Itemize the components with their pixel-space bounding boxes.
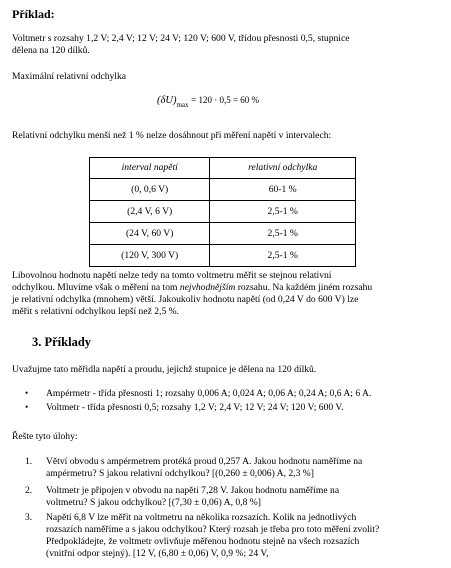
task-line: (vnitřní odpor stejný). [12 V, (6,80 ± 0,06) V, 0,9 %; 24 V, — [46, 548, 269, 559]
conclusion-line: měřit s relativní odchylkou lepší než 2,5 %. — [12, 306, 180, 317]
example-heading: Příklad: — [12, 7, 55, 21]
max-deviation-formula — [157, 94, 259, 107]
table-cell-interval: (2,4 V, 6 V) — [90, 201, 210, 223]
task-line: voltmetru? S jakou odchylkou? [(7,30 ± 0,06) A, 0,8 %] — [46, 497, 261, 508]
task-line: ampérmetru? S jakou relativní odchylkou? [(0,260 ± 0,006) A, 2,3 %] — [46, 468, 314, 479]
task-line: rozsazích naměříme a s jakou odchylkou? Který rozsah je třeba pro toto měření zvolit? — [46, 524, 380, 535]
table-cell-interval: (120 V, 300 V) — [90, 245, 210, 267]
table-header-deviation: relativní odchylka — [210, 158, 356, 179]
table-row — [90, 201, 356, 223]
task-text — [46, 456, 446, 480]
conclusion-text: odchylkou. Mluvíme však o měření na tom — [12, 282, 180, 293]
task-text — [46, 485, 446, 509]
conclusion-line: je relativní odchylka (mnohem) větší. Jakoukoliv hodnotu napětí (od 0,24 V do 600 V) lze — [12, 294, 359, 305]
max-deviation-label: Maximální relativní odchylka — [12, 71, 127, 82]
task-number: 1. — [25, 456, 33, 467]
example-paragraph-line: dělena na 120 dílků. — [12, 45, 90, 56]
conclusion-line — [12, 282, 372, 294]
task-line: Předpokládejte, že voltmetr ovlivňuje měřenou hodnotu stejně na všech rozsazích — [46, 536, 360, 547]
table-row — [90, 223, 356, 245]
section-intro: Uvažujme tato měřidla napětí a proudu, jejichž stupnice je dělena na 120 dílků. — [12, 364, 317, 375]
task-number: 2. — [25, 485, 33, 496]
table-cell-interval: (24 V, 60 V) — [90, 223, 210, 245]
bullet-icon: • — [25, 402, 29, 412]
list-item-text: Ampérmetr - třída přesnosti 1; rozsahy 0,006 A; 0,024 A; 0,06 A; 0,24 A; 0,6 A; 6 A. — [46, 388, 372, 399]
tasks-label: Řešte tyto úlohy: — [12, 431, 78, 442]
conclusion-text: rozsahu. Na každém jiném rozsahu — [235, 282, 373, 293]
task-number: 3. — [25, 512, 33, 523]
interval-table — [89, 157, 356, 267]
example-paragraph-line: Voltmetr s rozsahy 1,2 V; 2,4 V; 12 V; 24 V; 120 V; 600 V, třídou přesnosti 0,5, stupnice — [12, 33, 350, 44]
task-line: Voltmetr je připojen v obvodu na napětí 7,28 V. Jakou hodnotu naměříme na — [46, 485, 340, 496]
conclusion-emphasis: nejvhodnějším — [179, 282, 236, 293]
formula-rhs: = 120 · 0,5 = 60 % — [191, 95, 260, 105]
list-item-text: Voltmetr - třída přesnosti 0,5; rozsahy 1,2 V; 2,4 V; 12 V; 24 V; 120 V; 600 V. — [46, 402, 344, 413]
formula-lhs: (δU) — [157, 95, 177, 106]
table-cell-deviation: 60-1 % — [210, 179, 356, 201]
task-text — [46, 512, 446, 560]
conclusion-line: Libovolnou hodnotu napětí nelze tedy na tomto voltmetru měřit se stejnou relativní — [12, 270, 332, 281]
table-cell-interval: (0, 0,6 V) — [90, 179, 210, 201]
section-heading: 3. Příklady — [32, 335, 92, 349]
table-cell-deviation: 2,5-1 % — [210, 245, 356, 267]
relative-deviation-sentence: Relativní odchylku menší než 1 % nelze dosáhnout při měření napětí v intervalech: — [12, 130, 332, 141]
table-cell-deviation: 2,5-1 % — [210, 201, 356, 223]
table-row — [90, 179, 356, 201]
formula-subscript: max — [176, 101, 189, 109]
table-cell-deviation: 2,5-1 % — [210, 223, 356, 245]
table-row — [90, 245, 356, 267]
task-line: Napětí 6,8 V lze měřit na voltmetru na několika rozsazích. Kolik na jednotlivých — [46, 512, 357, 523]
table-header-row — [90, 158, 356, 179]
task-line: Větví obvodu s ampérmetrem protéká proud 0,257 A. Jakou hodnotu naměříme na — [46, 456, 363, 467]
table-header-interval: interval napětí — [90, 158, 210, 179]
bullet-icon: • — [25, 388, 29, 398]
